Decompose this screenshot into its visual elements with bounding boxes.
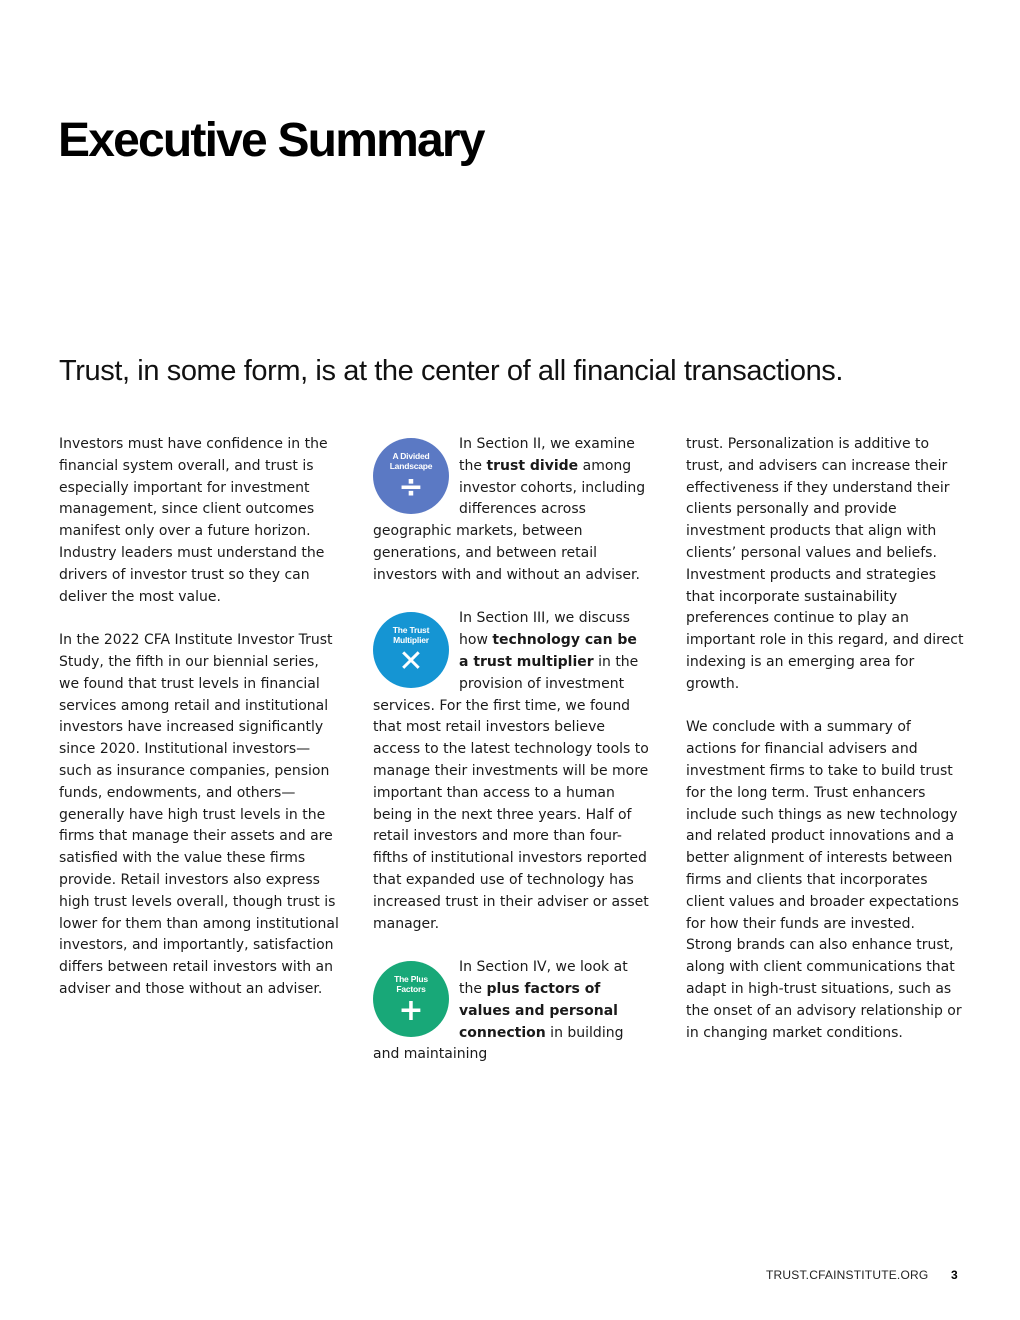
multiply-icon: ✕	[398, 644, 424, 680]
badge-label: The Plus Factors	[394, 974, 428, 995]
divided-landscape-badge-icon	[373, 438, 449, 514]
badge-label: The Trust Multiplier	[392, 625, 430, 646]
column-left	[59, 434, 339, 1001]
emphasis-trust-multiplier: technology can be a trust multiplier	[459, 632, 637, 670]
paragraph-study-findings: In the 2022 CFA Institute Investor Trust Study, the fifth in our biennial series, we found that trust levels in financial services among retail and institutional investors have increased significantly since 2020. Institutional investors—such as insurance companies, pension funds, endowments, and others—generally have high trust levels in the firms that manage their assets and are satisfied with the value these firms provide. Retail investors also express high trust levels overall, though trust is lower for them than among institutional investors, and importantly, satisfaction differs between retail investors with an adviser and those without an adviser.	[59, 632, 339, 997]
section-ii-summary	[373, 434, 649, 587]
emphasis-trust-divide: trust divide	[486, 457, 579, 474]
section-iv-summary	[373, 957, 649, 1066]
section-iii-summary	[373, 608, 649, 935]
page-number: 3	[951, 1268, 958, 1282]
paragraph-conclusion: We conclude with a summary of actions for financial advisers and investment firms to take to build trust for the long term. Trust enhancers include such things as new technology and related product innovations and a better alignment of interests between firms and clients that incorporates client values and broader expectations for how their funds are invested. Strong brands can also enhance trust, along with client communications that adapt in high-trust situations, such as the onset of an advisory relationship or in changing market conditions.	[686, 719, 962, 1041]
column-middle	[373, 434, 649, 1066]
trust-multiplier-badge-icon	[373, 612, 449, 688]
page-title: Executive Summary	[58, 114, 484, 167]
section-ii-text: In Section II, we examine the trust divide among investor cohorts, including differences across geographic markets, between generations, and between retail investors with and without an adviser.	[373, 436, 646, 583]
plus-icon: +	[398, 993, 424, 1029]
badge-label: A Divided Landscape	[389, 451, 433, 471]
section-iv-text: In Section IV, we look at the plus factors of values and personal connection in building and maintaining	[373, 959, 628, 1063]
section-iii-text: In Section III, we discuss how technology can be a trust multiplier in the provision of investment services. For the first time, we found that most retail investors believe access to the latest technology tools to manage their investments will be more important than access to a human being in the next three years. Half of retail investors and more than four-fifths of institutional investors reported that expanded use of technology has increased trust in their adviser or asset manager.	[373, 610, 649, 932]
emphasis-plus-factors: plus factors of values and personal connection	[459, 980, 618, 1041]
footer-url[interactable]: TRUST.CFAINSTITUTE.ORG	[766, 1268, 929, 1282]
plus-factors-badge-icon	[373, 961, 449, 1037]
column-right	[686, 434, 964, 1044]
paragraph-personalization: trust. Personalization is additive to trust, and advisers can increase their effectiveness if they understand their clients personally and provide investment products that align with clients’ personal values and beliefs. Investment products and strategies that incorporate sustainability preferences continue to play an important role in this regard, and direct indexing is an emerging area for growth.	[686, 436, 964, 692]
paragraph-intro: Investors must have confidence in the financial system overall, and trust is especially important for investment management, since client outcomes manifest only over a future horizon. Industry leaders must understand the drivers of investor trust so they can deliver the most value.	[59, 436, 328, 605]
divide-icon: ÷	[398, 470, 424, 505]
page-subtitle: Trust, in some form, is at the center of all financial transactions.	[59, 355, 844, 387]
